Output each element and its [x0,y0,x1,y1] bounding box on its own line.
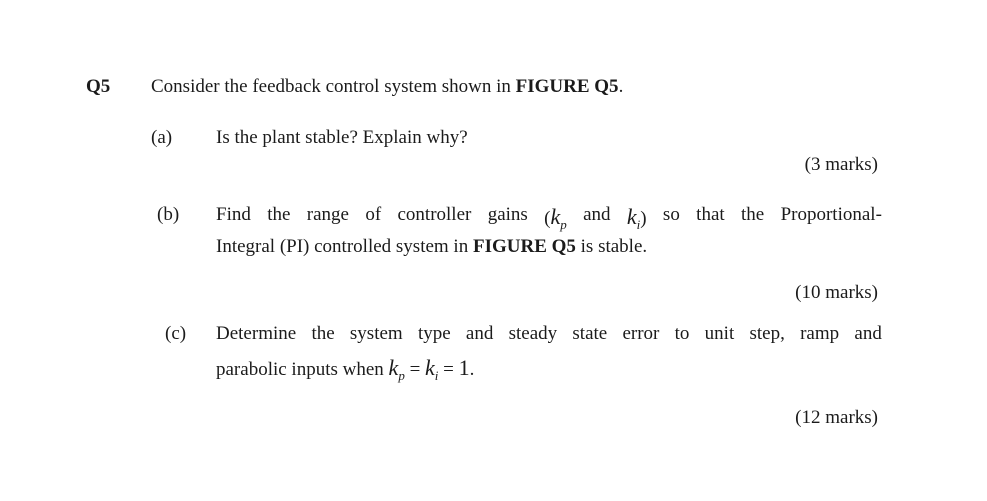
word: ramp [800,323,840,344]
question-intro-text: Consider the feedback control system shown in [151,76,516,97]
word: that [696,204,725,225]
word: the [267,204,291,225]
gain-value: 1 [458,355,470,380]
part-b-label: (b) [157,204,180,225]
word: to [674,323,690,344]
part-c-marks: (12 marks) [795,407,878,428]
gain-ki-group [627,204,647,230]
word: system [349,323,403,344]
part-c-line2 [216,355,474,381]
word: Proportional- [780,204,882,225]
word: error [622,323,660,344]
word: Determine [216,323,297,344]
ki-subscript: i [434,368,439,383]
open-paren: ( [544,208,551,229]
word: Find [216,204,251,225]
question-intro [151,76,623,98]
word: so [662,204,680,225]
word: state [572,323,608,344]
word: step, [749,323,785,344]
part-b-line1 [216,204,882,230]
kp-subscript: p [560,217,567,232]
figure-reference: FIGURE Q5 [472,236,576,257]
word: gains [487,204,528,225]
part-b-marks: (10 marks) [795,282,878,303]
part-a-label: (a) [151,127,173,148]
word: steady [508,323,558,344]
equals-sign: = [438,359,459,380]
ki-variable: k [626,204,637,229]
word: range [306,204,349,225]
word: type [417,323,451,344]
part-a-marks: (3 marks) [804,154,878,175]
equals-sign: = [404,359,426,380]
word: the [311,323,335,344]
close-paren: ) [640,208,647,229]
ki-variable: k [425,355,435,380]
part-c-label: (c) [165,323,187,344]
word: of [365,204,382,225]
word: unit [704,323,735,344]
part-a-text: Is the plant stable? Explain why? [216,127,468,148]
part-b-line2-end: is stable. [575,236,648,257]
figure-reference: FIGURE Q5 [515,76,619,97]
part-c-end: . [469,359,475,380]
part-c-line1 [216,323,882,345]
part-c-line2-text: parabolic inputs when [216,359,389,380]
question-intro-end: . [618,76,624,97]
kp-variable: k [550,204,561,229]
word: and [583,204,611,225]
kp-variable: k [388,355,399,380]
word: the [741,204,765,225]
gain-kp-group [544,204,567,230]
part-b-line2-text: Integral (PI) controlled system in [216,236,473,257]
part-b-line2 [216,236,647,258]
word: and [465,323,494,344]
kp-subscript: p [398,368,405,383]
question-number: Q5 [86,76,111,97]
ki-subscript: i [636,217,641,232]
word: and [854,323,882,344]
word: controller [397,204,472,225]
